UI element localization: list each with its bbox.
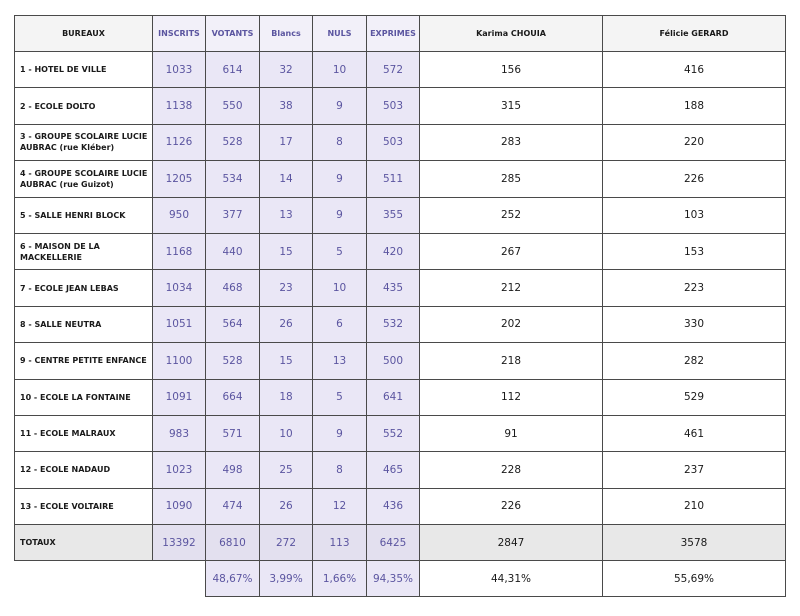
header-blancs: Blancs [260, 16, 313, 52]
cell-chouia: 228 [420, 452, 603, 488]
bureau-name: 13 - ECOLE VOLTAIRE [15, 488, 153, 524]
bureau-name: 10 - ECOLE LA FONTAINE [15, 379, 153, 415]
cell-inscrits: 1126 [153, 124, 206, 160]
table-row [15, 306, 786, 342]
cell-blancs: 15 [260, 233, 313, 269]
table-row [15, 88, 786, 124]
cell-nuls: 9 [313, 197, 367, 233]
empty-cell [153, 561, 206, 597]
table-row [15, 270, 786, 306]
cell-inscrits: 1168 [153, 233, 206, 269]
cell-chouia: 267 [420, 233, 603, 269]
cell-blancs: 23 [260, 270, 313, 306]
header-candidate-gerard: Félicie GERARD [603, 16, 786, 52]
table-row [15, 161, 786, 197]
cell-exprimes: 552 [367, 415, 420, 451]
cell-nuls: 9 [313, 161, 367, 197]
cell-chouia: 112 [420, 379, 603, 415]
cell-chouia: 226 [420, 488, 603, 524]
cell-votants: 468 [206, 270, 260, 306]
bureau-name: 5 - SALLE HENRI BLOCK [15, 197, 153, 233]
cell-blancs: 14 [260, 161, 313, 197]
cell-votants: 440 [206, 233, 260, 269]
cell-blancs: 26 [260, 306, 313, 342]
totals-label: TOTAUX [15, 525, 153, 561]
bureau-name: 4 - GROUPE SCOLAIRE LUCIE AUBRAC (rue Guizot) [15, 161, 153, 197]
total-votants: 6810 [206, 525, 260, 561]
cell-blancs: 10 [260, 415, 313, 451]
cell-exprimes: 641 [367, 379, 420, 415]
bureau-name: 9 - CENTRE PETITE ENFANCE [15, 343, 153, 379]
cell-gerard: 529 [603, 379, 786, 415]
cell-nuls: 12 [313, 488, 367, 524]
totals-row [15, 525, 786, 561]
cell-votants: 498 [206, 452, 260, 488]
cell-chouia: 283 [420, 124, 603, 160]
cell-blancs: 32 [260, 52, 313, 88]
cell-chouia: 202 [420, 306, 603, 342]
header-inscrits: INSCRITS [153, 16, 206, 52]
cell-exprimes: 355 [367, 197, 420, 233]
cell-chouia: 156 [420, 52, 603, 88]
table-row [15, 343, 786, 379]
cell-nuls: 9 [313, 88, 367, 124]
total-nuls: 113 [313, 525, 367, 561]
bureau-name: 1 - HOTEL DE VILLE [15, 52, 153, 88]
cell-inscrits: 950 [153, 197, 206, 233]
cell-nuls: 5 [313, 379, 367, 415]
cell-nuls: 10 [313, 270, 367, 306]
cell-exprimes: 436 [367, 488, 420, 524]
cell-inscrits: 1034 [153, 270, 206, 306]
cell-gerard: 188 [603, 88, 786, 124]
cell-nuls: 8 [313, 124, 367, 160]
pct-votants: 48,67% [206, 561, 260, 597]
cell-exprimes: 511 [367, 161, 420, 197]
cell-inscrits: 1090 [153, 488, 206, 524]
bureau-name: 2 - ECOLE DOLTO [15, 88, 153, 124]
cell-chouia: 315 [420, 88, 603, 124]
cell-votants: 474 [206, 488, 260, 524]
pct-exprimes: 94,35% [367, 561, 420, 597]
cell-inscrits: 983 [153, 415, 206, 451]
cell-nuls: 8 [313, 452, 367, 488]
cell-votants: 377 [206, 197, 260, 233]
table-row [15, 488, 786, 524]
table-row [15, 379, 786, 415]
cell-blancs: 13 [260, 197, 313, 233]
cell-exprimes: 435 [367, 270, 420, 306]
results-table [14, 15, 786, 597]
header-candidate-chouia: Karima CHOUIA [420, 16, 603, 52]
cell-inscrits: 1138 [153, 88, 206, 124]
cell-chouia: 212 [420, 270, 603, 306]
table-row [15, 197, 786, 233]
table-row [15, 415, 786, 451]
total-exprimes: 6425 [367, 525, 420, 561]
cell-chouia: 252 [420, 197, 603, 233]
cell-nuls: 9 [313, 415, 367, 451]
table-row [15, 52, 786, 88]
header-row [15, 16, 786, 52]
cell-votants: 564 [206, 306, 260, 342]
cell-gerard: 461 [603, 415, 786, 451]
header-votants: VOTANTS [206, 16, 260, 52]
cell-chouia: 218 [420, 343, 603, 379]
cell-nuls: 10 [313, 52, 367, 88]
cell-exprimes: 572 [367, 52, 420, 88]
bureau-name: 7 - ECOLE JEAN LEBAS [15, 270, 153, 306]
cell-gerard: 220 [603, 124, 786, 160]
total-gerard: 3578 [603, 525, 786, 561]
bureau-name: 6 - MAISON DE LA MACKELLERIE [15, 233, 153, 269]
cell-nuls: 13 [313, 343, 367, 379]
cell-exprimes: 420 [367, 233, 420, 269]
cell-inscrits: 1100 [153, 343, 206, 379]
bureau-name: 11 - ECOLE MALRAUX [15, 415, 153, 451]
cell-exprimes: 465 [367, 452, 420, 488]
cell-blancs: 26 [260, 488, 313, 524]
cell-inscrits: 1023 [153, 452, 206, 488]
cell-gerard: 103 [603, 197, 786, 233]
header-exprimes: EXPRIMES [367, 16, 420, 52]
cell-votants: 528 [206, 343, 260, 379]
cell-blancs: 25 [260, 452, 313, 488]
cell-inscrits: 1091 [153, 379, 206, 415]
cell-votants: 534 [206, 161, 260, 197]
cell-exprimes: 500 [367, 343, 420, 379]
cell-blancs: 17 [260, 124, 313, 160]
pct-chouia: 44,31% [420, 561, 603, 597]
cell-votants: 664 [206, 379, 260, 415]
pct-blancs: 3,99% [260, 561, 313, 597]
cell-gerard: 223 [603, 270, 786, 306]
cell-chouia: 91 [420, 415, 603, 451]
cell-exprimes: 503 [367, 88, 420, 124]
empty-cell [15, 561, 153, 597]
total-chouia: 2847 [420, 525, 603, 561]
cell-votants: 614 [206, 52, 260, 88]
header-nuls: NULS [313, 16, 367, 52]
pct-nuls: 1,66% [313, 561, 367, 597]
cell-exprimes: 503 [367, 124, 420, 160]
cell-inscrits: 1051 [153, 306, 206, 342]
cell-gerard: 416 [603, 52, 786, 88]
cell-gerard: 153 [603, 233, 786, 269]
cell-exprimes: 532 [367, 306, 420, 342]
cell-nuls: 6 [313, 306, 367, 342]
cell-inscrits: 1205 [153, 161, 206, 197]
bureau-name: 8 - SALLE NEUTRA [15, 306, 153, 342]
percentages-row [15, 561, 786, 597]
cell-gerard: 226 [603, 161, 786, 197]
cell-blancs: 15 [260, 343, 313, 379]
cell-gerard: 210 [603, 488, 786, 524]
bureau-name: 12 - ECOLE NADAUD [15, 452, 153, 488]
header-bureaux: BUREAUX [15, 16, 153, 52]
cell-gerard: 282 [603, 343, 786, 379]
cell-votants: 571 [206, 415, 260, 451]
cell-nuls: 5 [313, 233, 367, 269]
total-inscrits: 13392 [153, 525, 206, 561]
cell-inscrits: 1033 [153, 52, 206, 88]
table-row [15, 233, 786, 269]
bureau-name: 3 - GROUPE SCOLAIRE LUCIE AUBRAC (rue Kléber) [15, 124, 153, 160]
table-row [15, 124, 786, 160]
total-blancs: 272 [260, 525, 313, 561]
cell-blancs: 38 [260, 88, 313, 124]
cell-gerard: 237 [603, 452, 786, 488]
pct-gerard: 55,69% [603, 561, 786, 597]
cell-chouia: 285 [420, 161, 603, 197]
table-row [15, 452, 786, 488]
cell-votants: 550 [206, 88, 260, 124]
cell-blancs: 18 [260, 379, 313, 415]
cell-gerard: 330 [603, 306, 786, 342]
cell-votants: 528 [206, 124, 260, 160]
